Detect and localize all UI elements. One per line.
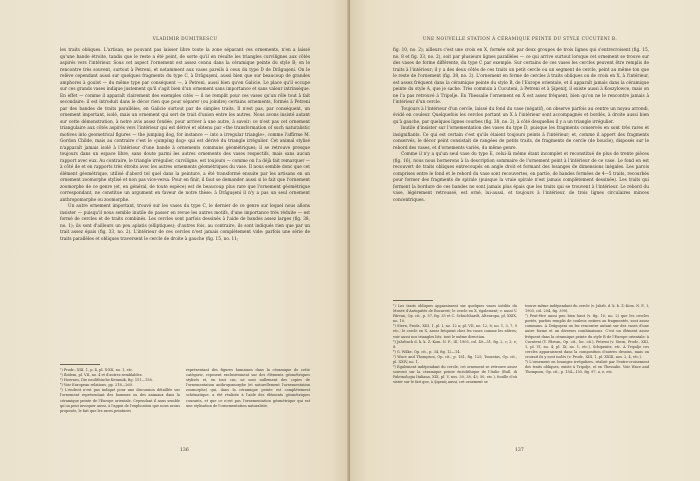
right-footnote: ⁸) L'ornement en losanges irréguliers, réalisé par l'entre-croisement des traits obliques, existe à Tripolje, et en Thessalie. Voir Wace and Thompson, Op. cit., p. 154—155, fig. 97, a, e, etc. (525, 360, 649, 375)
right-paragraph-2: Toujours à l'intérieur d'un cercle, laissé du fond du vase (négatif), on observe parfois au centre un noyau arrondi, évidé en couleur. Quelquefois les cercles portant un X à l'intérieur sont accompagnés et bordés, à droite aussi bien qu'à gauche, par quelques lignes courbes (fig. 38, no. 2), à côté desquelles il y a un triangle irrégulier. (393, 106, 649, 125)
left-paragraph-2: Un autre ornement important, trouvé sur les vases du type C, le dernier de ce genre sur lequel nous allons insister — puisqu'il nous semble inutile de passer en revue les autres motifs, d'une importance très réduite — est formé de cercles et de traits combinés. Les cercles sont parfois dessinés à l'aide de bandes assez larges (fig. 38, no. 1); ils sont d'ailleurs un peu aplatis (elliptiques); d'autres fois, au contraire, ils sont indiqués rien que par un trait assez épais (fig. 33, no. 2). L'intérieur de ces cercles n'est jamais complètement vide: parfois une série de traits parallèles et obliques traversent le cercle de droite à gauche (fig. 15, no. 11; (60, 204, 310, 242)
right-footnote: ⁵) Wace and Thompson, Op. cit., p. 161, fig. 125; Tsountas, Op. cit., pl. XXIV, no. 1. (393, 354, 517, 365)
left-footnote: ¹) Prodr., XIII, 1, p. 4, pl. X-XII, no. 1, etc. (60, 368, 134, 372)
right-footnote: ¹) Les traits obliques apparaissent sur quelques vases inédits du Musée d'Antiquités de Bucarest; le cercle en X, également; v. aussi V. Pârvan, Op. cit., p. 57, fig. 35 et C. Schuchhardt, Alteuropa, pl. XXIX, no. 10. (393, 304, 517, 324)
left-footnote: ²) Ibidem, pl. VII, no. 4 et d'autres semblables. (60, 373, 143, 378)
left-footnote: ⁵) L'endroit n'est pas indiqué pour une discussion détaillée sur l'ornement représentant des hommes ou des animaux dans la céramique peinte de l'Europe orientale. Cependant il nous semble qu'on peut invoquer aussi, à l'appui de l'explication que nous avons proposée, le fait que les rares peintures (60, 388, 180, 413)
right-paragraph-4: Comme il n'y a qu'un seul vase du type E, celui-là même étant incomplet et reconstitué de plus de trente pièces (fig. 16), nous nous bornerons à la description sommaire de l'ornement peint à l'intérieur de ce vase. Le fond en est recouvert de traits obliques entrecoupés en angle droit et formant des losanges de dimensions inégales. Les parois comprises entre le fond et le rebord du vase sont recouvertes, en partie, de bandes formées de 4—5 traits, recourbés pour former des fragments de spirale (puisque la vraie spirale n'est jamais complètement dessinée). Les traits qui forment la bordure de ces bandes ne sont jamais plus épais que les traits qui se trouvent à l'intérieur. Le rebord du vase, légèrement retroussé, est orné, lui-aussi, et toujours à l'intérieur, de trois lignes circulaires minces concentriques. (393, 152, 649, 203)
left-page (0, 0, 349, 481)
left-footnote-rule (60, 364, 100, 365)
right-page (350, 0, 700, 481)
right-footnotes-col-a (393, 304, 517, 386)
left-footnotes-col-a (60, 368, 180, 414)
right-paragraph-1: fig. 10, no. 2); ailleurs c'est une croix en X, formée soit par deux groupes de trois lignes qui s'entrecroisent (fig. 15, no. 8 et fig. 33, no. 2), soit par plusieurs lignes parallèles — ce qui arrive surtout lorsque cet ornement se trouve sur des vases de forme différente, du type C par exemple. Sur certains de ces vases les cercles peuvent être remplis de traits à l'intérieur; il y a des deux côtés de ces traits un petit cercle ou un segment de cercle, peint au même ton que le reste de l'ornement (fig. 38, no. 2). L'ornement en forme de cercles à traits obliques ou de croix en X, à l'intérieur, est assez fréquent dans la céramique peinte du style B, de l'Europe orientale, et il apparaît jamais dans la céramique peinte du style A, que je sache. Très commun à Cucuteni, à Petreni et à Şipeniţ, il existe aussi à Koszylowce, mais on ne l'a pas retrouvé à Tripolje. En Thessalie l'ornement en X est assez fréquent, bien qu'on ne le rencontre jamais à l'intérieur d'un cercle. (393, 48, 649, 105)
right-footnote: ⁴) G. Wilke, Op. cit., p. 34, fig. 12—14. (393, 349, 461, 354)
left-footnotes-col-b (186, 368, 310, 409)
left-footnote: ³) Hoernes, Die neolithische Keramik, fig. 151—158. (60, 378, 153, 383)
left-footnote: représentant des figures humaines dans la céramique de cette catégorie, reposent exclusivement sur des éléments géométriques stylisés et, en tout cas, ne sont nullement des copies de l'ornementation anthropomorphe (et naturellement l'ornementation zoomorphe) qui, dans la céramique peinte est complètement schématique, a été réalisée à l'aide des éléments géométriques courants, et que ce n'est pas l'ornementation géométrique qui est une stylisation de l'ornementation naturaliste. (186, 368, 310, 408)
right-footnote: ³) Jahrbuch d. k. k. Z.-Kom. N. F., III, 1905, col. 49—51, fig. 2, c; 3, e; 8. (393, 339, 517, 349)
right-paragraph-3: Inutile d'insister sur l'ornementation des vases du type D, puisque les fragments conservés en sont très rares et insignifiants. Ce qui est certain c'est qu'ils étaient toujours peints à l'intérieur; et, comme il appert des fragments conservés, le décor peint consistait de rangées de petits traits, de fragments de cercle (de boucle), disposés sur le rebord des vases, et d'ornements variés, du même genre. (393, 126, 649, 151)
left-page-number: 136 (180, 448, 189, 453)
left-body-text (60, 48, 310, 243)
left-footnote: ⁴) Voir European relations, pp. 218—260. (60, 383, 133, 388)
right-body-text (393, 48, 649, 204)
left-running-head: VLADIMIR DUMITRESCU (152, 37, 218, 42)
right-page-number: 137 (515, 448, 524, 453)
right-footnote: ⁷) Peut-être aussi peu bien haut (v. fig. 10, no. 2) que les cercles portés, parfois remplis de couleur, entiers ou fragmentés, sont assez communs. A Drăguşeni on les rencontre autant sur des vases d'une autre forme et un diverses combinaisons. C'est un élément assez fréquent dans la céramique peinte du style B de l'Europe orientale: à Cucuteni (V. Pârvan, Op. cit., loc. cit.), Petreni (v. Stern, Prodr., XIII, 1, pl. VI, no. 4; pl. IX, no. 1, etc.), Schipenitz, etc. A Tripolje ces cercles apparaissent dans la composition d'autres dessins, mais on croirait ils y sont isolés (v. Prodr., XIII, 1, pl. XXIII, nos. 2, 4, etc.). (525, 314, 649, 359)
left-paragraph-1: les traits obliques. L'artisan, ne pouvant pas laisser libre toute la zone séparant ces ornements, n'en a laissé qu'une bande étroite, tandis que le reste a été peint, de sorte qu'il en résulte les triangles curvilignes aux côtés aspirés vers l'intérieur. Sous cet aspect l'ornement est assez connu dans la céramique peinte du style B; on le rencontre très souvent, surtout à Petreni, et notamment aux vases pareils à ceux du type D de Drăguşeni. On le relève cependant aussi sur quelques fragments du type C, à Drăguşeni, aussi bien que sur beaucoup de grandes amphores à goulot — du même type par conséquent —, à Petreni, aussi bien qu'en Galicie. Le place qu'il occupe sur ces grands vases indique justement qu'il s'agit bien d'un ornement sans importance et sans valeur intrinsèque. En effet — comme il apparaît clairement des exemples cités — il ne remplit pour ces vases qu'un rôle tout à fait secondaire: il est introduit dans le décor rien que pour séparer (ou joindre) certains ornements, formés à Petreni par des bandes de traits parallèles, en Galicie surtout par de simples traits. Il n'est pas, par conséquent, un ornement important, isolé, mais un ornement qui sert de trait d'union entre les autres. Nous avons insisté autant sur cette démonstration, à notre avis assez fondée, pour arriver à une autre, à savoir: ce n'est pas cet ornement triangulaire aux côtés aspirés vers l'intérieur qui est dérivé et obtenu par «the transformation of such naturalistic motives into geometrical figures — the jumping dog, for instance — into a irregular triangle», comme l'affirme M. Gordon Childe, mais au contraire c'est le «jumping dog» qui est dérivé du triangle irrégulier. Cet animal stylisé n'apparaît jamais isolé à l'intérieur d'une bande à ornements communs géométriques; il se retrouve presque toujours dans un espace libre, sans doute parmi les autres ornements des vases respectifs, mais sans aucun rapport avec eux. Au contraire, le triangle irrégulier, curviligne, est toujours — comme on l'a déjà fait remarquer — à côté de et en rapports très étroits avec les autres ornements géométriques du vase. Il nous semble donc que cet élément géométrique, utilisé d'abord tel quel dans la peinture, a été transformé ensuite par les artisans en un ornement zoomorphe stylisé et non pas vice-versa. Pour en finir, il faut se demander aussi si le fait que l'ornement zoomorphe de ce genre (et, en général, de toute espèce) est de beaucoup plus rare que l'ornement géométrique correspondant, ne constitue un argument en faveur de notre thèse: à Drăguşeni il n'y a pas un seul ornement anthropomorphe ou zoomorphe. (60, 48, 310, 203)
right-footnote: ⁶) Egalement indépendant du cercle, cet ornement se retrouve assez souvent sur la céramique peinte énéolithique de l'Italie (Bull. di Paletnologia Italiana, XIX, pl. V, nos. 30, 38, 43, 50, etc.), fouille d'où sister sur le fait que, à Şipeniţ aussi, cet ornement se (393, 365, 517, 385)
right-running-head: UNE NOUVELLE STATION À CÉRAMIQUE PEINTE DU STYLE CUCUTENI B. (422, 37, 618, 42)
right-footnote: trouve même indépendant du cercle (v. Jahrb. d. k. k. Z.-Kom. N. F., I, 1903, col. 204, fig. 390). (525, 304, 649, 314)
right-footnote-rule (393, 300, 433, 301)
right-footnotes-col-b (525, 304, 649, 375)
right-footnote: ²) Stern, Prodr., XIII, 1, pl. I, no. 12 a; pl. VII, no. 12, 8; no. 1, 3, 7, 9 etc.; le cercle en X, assez fréquent chez les vases comme les nôtres; voir aussi nos triangles liés, tout le même direction. (393, 324, 517, 339)
